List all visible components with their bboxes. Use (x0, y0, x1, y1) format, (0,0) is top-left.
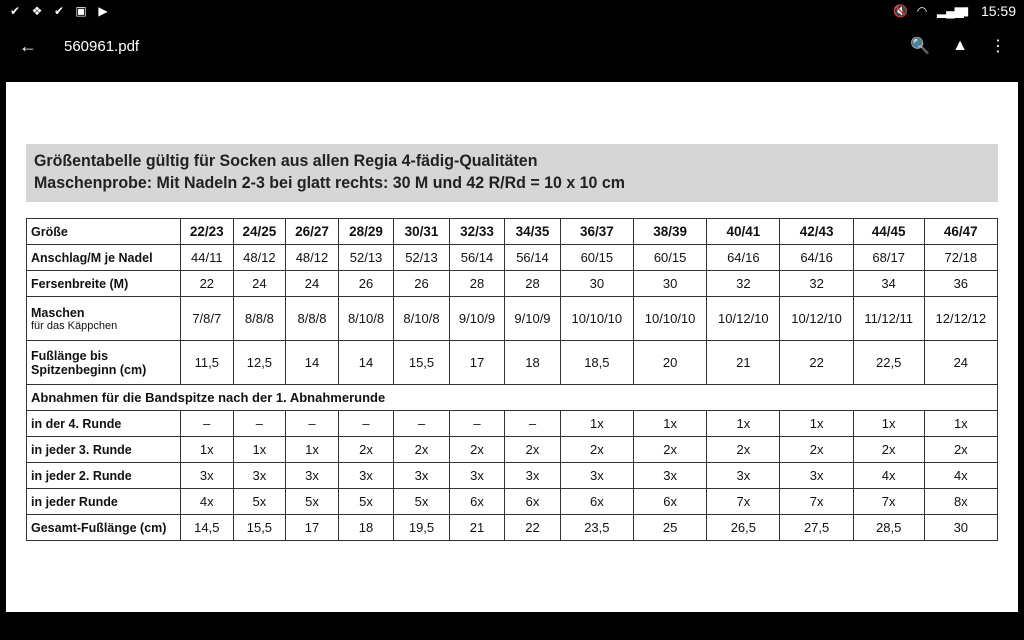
table-row (27, 245, 998, 271)
size-cell: 44/45 (853, 219, 924, 245)
table-cell: 36 (924, 271, 997, 297)
table-cell: 2x (505, 437, 560, 463)
table-cell: 3x (286, 463, 339, 489)
table-cell: 17 (449, 341, 504, 385)
table-cell: 27,5 (780, 515, 853, 541)
row-label (27, 341, 181, 385)
size-header-row (27, 219, 998, 245)
row-label-text: in der 4. Runde (31, 416, 122, 431)
row-label-text: Gesamt-Fußlänge (cm) (31, 520, 167, 535)
play-store-icon: ▶ (98, 4, 108, 18)
table-cell: 30 (924, 515, 997, 541)
table-cell: 5x (338, 489, 393, 515)
table-cell: 12,5 (233, 341, 286, 385)
pdf-page (6, 82, 1018, 612)
table-cell: 10/12/10 (707, 297, 780, 341)
table-cell: 30 (633, 271, 706, 297)
gallery-icon: ▣ (75, 4, 87, 18)
table-cell: – (286, 411, 339, 437)
size-header-label: Größe (27, 219, 181, 245)
table-cell: – (181, 411, 234, 437)
table-cell: 22,5 (853, 341, 924, 385)
table-cell: 11/12/11 (853, 297, 924, 341)
size-cell: 30/31 (394, 219, 449, 245)
table-cell: 6x (505, 489, 560, 515)
table-cell: 24 (233, 271, 286, 297)
table-cell: 22 (505, 515, 560, 541)
table-cell: 3x (338, 463, 393, 489)
row-label (27, 411, 181, 437)
size-cell: 34/35 (505, 219, 560, 245)
table-row (27, 463, 998, 489)
table-cell: 22 (181, 271, 234, 297)
table-cell: 3x (233, 463, 286, 489)
table-cell: 7x (707, 489, 780, 515)
table-cell: 18 (338, 515, 393, 541)
row-label-text: Maschen (31, 305, 85, 320)
table-cell: 2x (394, 437, 449, 463)
table-cell: 12/12/12 (924, 297, 997, 341)
table-cell: 30 (560, 271, 633, 297)
table-cell: 14 (338, 341, 393, 385)
size-cell: 32/33 (449, 219, 504, 245)
table-cell: 3x (181, 463, 234, 489)
table-cell: 6x (560, 489, 633, 515)
size-cell: 28/29 (338, 219, 393, 245)
row-label (27, 515, 181, 541)
table-cell: 8/10/8 (394, 297, 449, 341)
row-label-text: Fersenbreite (M) (31, 276, 129, 291)
table-cell: 21 (449, 515, 504, 541)
table-cell: 8x (924, 489, 997, 515)
table-cell: 68/17 (853, 245, 924, 271)
table-cell: 11,5 (181, 341, 234, 385)
table-cell: 3x (449, 463, 504, 489)
table-cell: 2x (633, 437, 706, 463)
size-cell: 38/39 (633, 219, 706, 245)
row-label-line2: Spitzenbeginn (cm) (31, 362, 147, 377)
table-cell: – (338, 411, 393, 437)
table-cell: 64/16 (780, 245, 853, 271)
table-cell: 15,5 (394, 341, 449, 385)
row-label-text: in jeder 3. Runde (31, 442, 132, 457)
table-row (27, 515, 998, 541)
table-cell: 2x (449, 437, 504, 463)
table-cell: 6x (633, 489, 706, 515)
table-cell: 14 (286, 341, 339, 385)
table-cell: 9/10/9 (449, 297, 504, 341)
table-cell: 1x (633, 411, 706, 437)
table-cell: 2x (924, 437, 997, 463)
table-cell: 1x (780, 411, 853, 437)
row-sublabel-text: für das Käppchen (31, 319, 118, 332)
back-arrow-icon[interactable]: ← (19, 35, 37, 56)
row-label (27, 297, 181, 341)
notification-icons (8, 4, 110, 18)
size-cell: 40/41 (707, 219, 780, 245)
check-icon: ✔ (9, 4, 21, 18)
clock: 15:59 (980, 3, 1016, 19)
size-table (26, 218, 998, 541)
table-cell: 1x (181, 437, 234, 463)
row-label-text: in jeder 2. Runde (31, 468, 132, 483)
table-cell: 26 (394, 271, 449, 297)
table-cell: 18,5 (560, 341, 633, 385)
table-cell: 2x (338, 437, 393, 463)
table-cell: 10/10/10 (560, 297, 633, 341)
table-cell: 22 (780, 341, 853, 385)
table-cell: 56/14 (505, 245, 560, 271)
table-cell: 1x (560, 411, 633, 437)
table-cell: 3x (707, 463, 780, 489)
table-row (27, 489, 998, 515)
heading-line-1: Größentabelle gültig für Socken aus allen Regia 4-fädig-Qualitäten (34, 151, 538, 170)
battery-icon: ▮ (962, 4, 970, 18)
row-label-text: in jeder Runde (31, 494, 118, 509)
table-row (27, 411, 998, 437)
table-cell: 1x (286, 437, 339, 463)
table-cell: 7x (853, 489, 924, 515)
table-cell: 32 (780, 271, 853, 297)
table-cell: 3x (633, 463, 706, 489)
table-cell: 1x (924, 411, 997, 437)
table-cell: 72/18 (924, 245, 997, 271)
table-cell: 3x (560, 463, 633, 489)
table-cell: 21 (707, 341, 780, 385)
table-row (27, 437, 998, 463)
table-cell: 1x (233, 437, 286, 463)
table-cell: 2x (780, 437, 853, 463)
table-cell: 4x (924, 463, 997, 489)
wifi-icon: ◠ (916, 4, 928, 18)
table-cell: 28 (505, 271, 560, 297)
table-cell: – (233, 411, 286, 437)
table-cell: 5x (233, 489, 286, 515)
size-cell: 22/23 (181, 219, 234, 245)
drive-icon[interactable]: ▲ (952, 37, 968, 54)
table-cell: 8/10/8 (338, 297, 393, 341)
row-label-text: Anschlag/M je Nadel (31, 250, 153, 265)
table-cell: 2x (707, 437, 780, 463)
table-cell: 64/16 (707, 245, 780, 271)
table-cell: – (449, 411, 504, 437)
table-cell: – (394, 411, 449, 437)
table-cell: 8/8/8 (233, 297, 286, 341)
table-cell: 4x (853, 463, 924, 489)
file-title: 560961.pdf (64, 37, 140, 55)
table-cell: 9/10/9 (505, 297, 560, 341)
table-cell: 24 (924, 341, 997, 385)
table-cell: 8/8/8 (286, 297, 339, 341)
table-cell: 14,5 (181, 515, 234, 541)
table-cell: 26 (338, 271, 393, 297)
table-cell: 10/12/10 (780, 297, 853, 341)
table-cell: 48/12 (233, 245, 286, 271)
size-cell: 24/25 (233, 219, 286, 245)
table-cell: 24 (286, 271, 339, 297)
table-cell: 2x (560, 437, 633, 463)
section-row (27, 385, 998, 411)
table-cell: 10/10/10 (633, 297, 706, 341)
heading-line-2: Maschenprobe: Mit Nadeln 2-3 bei glatt rechts: 30 M und 42 R/Rd = 10 x 10 cm (34, 173, 625, 192)
table-cell: 2x (853, 437, 924, 463)
size-cell: 42/43 (780, 219, 853, 245)
check-icon: ✔ (53, 4, 65, 18)
table-row (27, 297, 998, 341)
signal-icon: ▂▄▆ (936, 4, 964, 18)
overflow-menu-icon[interactable]: ⋮ (990, 38, 1006, 55)
table-cell: 28 (449, 271, 504, 297)
table-cell: 15,5 (233, 515, 286, 541)
table-cell: 23,5 (560, 515, 633, 541)
table-cell: 48/12 (286, 245, 339, 271)
system-icons (893, 3, 1016, 19)
row-label (27, 437, 181, 463)
table-cell: 60/15 (560, 245, 633, 271)
table-cell: 4x (181, 489, 234, 515)
table-cell: 60/15 (633, 245, 706, 271)
table-cell: 19,5 (394, 515, 449, 541)
table-cell: 3x (505, 463, 560, 489)
table-cell: 7/8/7 (181, 297, 234, 341)
table-cell: 52/13 (338, 245, 393, 271)
search-icon[interactable]: 🔍 (910, 38, 931, 55)
dropbox-icon: ❖ (31, 4, 43, 18)
table-cell: 56/14 (449, 245, 504, 271)
table-cell: 26,5 (707, 515, 780, 541)
table-heading (26, 144, 998, 202)
table-cell: 6x (449, 489, 504, 515)
table-row (27, 341, 998, 385)
row-label (27, 463, 181, 489)
row-label (27, 489, 181, 515)
section-label: Abnahmen für die Bandspitze nach der 1. Abnahmerunde (27, 385, 998, 411)
table-cell: 52/13 (394, 245, 449, 271)
table-cell: 3x (780, 463, 853, 489)
size-cell: 26/27 (286, 219, 339, 245)
table-cell: 25 (633, 515, 706, 541)
table-row (27, 271, 998, 297)
table-cell: 28,5 (853, 515, 924, 541)
app-bar (0, 22, 1024, 70)
table-cell: 5x (394, 489, 449, 515)
table-cell: 1x (707, 411, 780, 437)
table-cell: 44/11 (181, 245, 234, 271)
row-label (27, 245, 181, 271)
table-cell: 1x (853, 411, 924, 437)
size-cell: 46/47 (924, 219, 997, 245)
table-cell: 20 (633, 341, 706, 385)
table-cell: 17 (286, 515, 339, 541)
table-cell: 5x (286, 489, 339, 515)
row-label (27, 271, 181, 297)
size-cell: 36/37 (560, 219, 633, 245)
mute-icon: 🔇 (892, 4, 908, 18)
table-cell: 3x (394, 463, 449, 489)
table-cell: 7x (780, 489, 853, 515)
row-label-text: Fußlänge bis (31, 348, 109, 363)
table-cell: 34 (853, 271, 924, 297)
table-cell: 32 (707, 271, 780, 297)
table-cell: – (505, 411, 560, 437)
status-bar (0, 0, 1024, 22)
table-cell: 18 (505, 341, 560, 385)
